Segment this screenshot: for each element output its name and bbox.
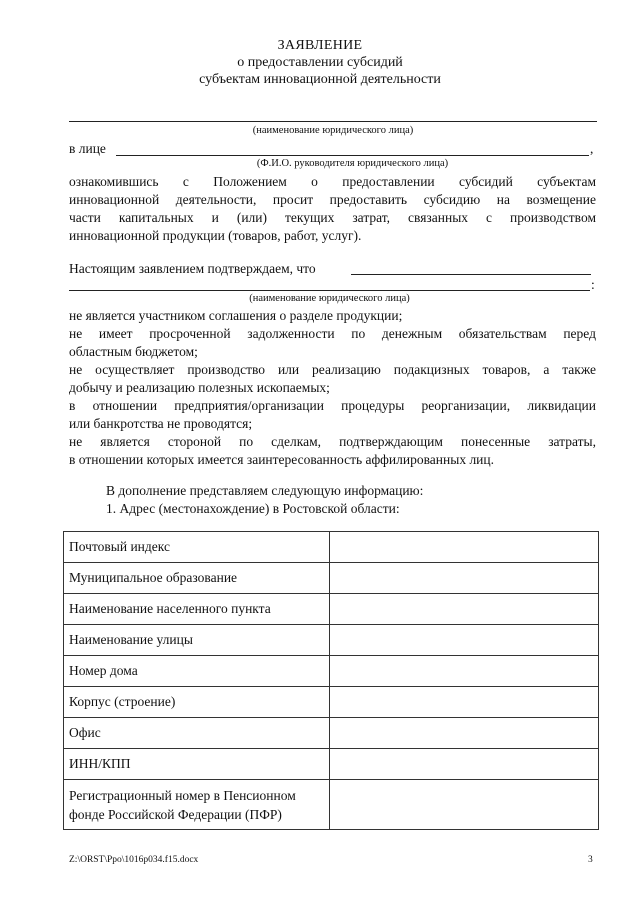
table-row xyxy=(64,563,599,594)
page-number: 3 xyxy=(588,855,593,865)
row-value-settlement[interactable] xyxy=(330,594,599,625)
confirmation-line-5: добычу и реализацию полезных ископаемых; xyxy=(69,380,330,395)
row-value-building[interactable] xyxy=(330,687,599,718)
head-name-caption: (Ф.И.О. руководителя юридического лица) xyxy=(256,158,449,169)
confirmation-org-caption: (наименование юридического лица) xyxy=(249,293,410,304)
in-person-label: в лице xyxy=(69,141,106,156)
address-table xyxy=(63,531,599,830)
org-name-caption: (наименование юридического лица) xyxy=(252,125,414,136)
table-row xyxy=(64,780,599,830)
applicant-para-line-4: инновационной продукции (товаров, работ, услуг). xyxy=(69,228,362,243)
row-label-office: Офис xyxy=(64,718,330,749)
row-label-pension-fund-number xyxy=(64,780,330,830)
row-value-street[interactable] xyxy=(330,625,599,656)
confirmation-line-4: не осуществляет производство или реализацию подакцизных товаров, а также xyxy=(69,362,596,377)
pension-label-line-1: Регистрационный номер в Пенсионном xyxy=(69,787,296,803)
confirmation-line-9: в отношении которых имеется заинтересованность аффилированных лиц. xyxy=(69,452,495,467)
row-label-building: Корпус (строение) xyxy=(64,687,330,718)
row-value-office[interactable] xyxy=(330,718,599,749)
confirmation-blank-line-2 xyxy=(69,290,590,291)
confirmation-line-7: или банкротства не проводятся; xyxy=(69,416,253,431)
table-row xyxy=(64,749,599,780)
row-label-postal-code: Почтовый индекс xyxy=(64,532,330,563)
applicant-para-line-1: ознакомившись с Положением о предоставлении субсидий субъектам xyxy=(69,174,596,189)
additional-intro: В дополнение представляем следующую информацию: xyxy=(106,483,424,498)
title-block xyxy=(0,37,640,88)
document-title: ЗАЯВЛЕНИЕ xyxy=(277,38,363,53)
row-label-inn-kpp: ИНН/КПП xyxy=(64,749,330,780)
confirmation-line-3: областным бюджетом; xyxy=(69,344,198,359)
table-row xyxy=(64,687,599,718)
head-name-blank-line xyxy=(116,155,589,156)
confirmation-line-2: не имеет просроченной задолженности по денежным обязательствам перед xyxy=(69,326,596,341)
address-item-heading: 1. Адрес (местонахождение) в Ростовской области: xyxy=(106,501,400,516)
org-name-blank-line xyxy=(69,121,597,122)
confirmation-line-8: не является стороной по сделкам, подтверждающим понесенные затраты, xyxy=(69,434,596,449)
table-row xyxy=(64,625,599,656)
confirmation-colon: : xyxy=(591,277,595,292)
row-value-inn-kpp[interactable] xyxy=(330,749,599,780)
table-row xyxy=(64,656,599,687)
row-value-pension-fund-number[interactable] xyxy=(330,780,599,830)
row-label-house-number: Номер дома xyxy=(64,656,330,687)
applicant-para-line-2: инновационной деятельности, просит предоставить субсидию на возмещение xyxy=(69,192,596,207)
pension-label-line-2: фонде Российской Федерации (ПФР) xyxy=(69,806,282,822)
confirmation-line-1: не является участником соглашения о разделе продукции; xyxy=(69,308,403,323)
row-value-municipality[interactable] xyxy=(330,563,599,594)
confirmation-line-6: в отношении предприятия/организации процедуры реорганизации, ликвидации xyxy=(69,398,596,413)
row-value-postal-code[interactable] xyxy=(330,532,599,563)
table-row xyxy=(64,532,599,563)
confirmation-blank-line-1 xyxy=(351,274,591,275)
head-line-comma: , xyxy=(590,141,594,156)
row-label-settlement: Наименование населенного пункта xyxy=(64,594,330,625)
footer-file-path: Z:\ORST\Ppo\1016p034.f15.docx xyxy=(69,855,199,865)
document-subtitle-1: о предоставлении субсидий xyxy=(237,55,403,70)
row-value-house-number[interactable] xyxy=(330,656,599,687)
document-subtitle-2: субъектам инновационной деятельности xyxy=(199,72,441,87)
row-label-street: Наименование улицы xyxy=(64,625,330,656)
table-row xyxy=(64,594,599,625)
row-label-municipality: Муниципальное образование xyxy=(64,563,330,594)
confirmation-intro: Настоящим заявлением подтверждаем, что xyxy=(69,261,316,276)
applicant-para-line-3: части капитальных и (или) текущих затрат, связанных с производством xyxy=(69,210,596,225)
table-row xyxy=(64,718,599,749)
